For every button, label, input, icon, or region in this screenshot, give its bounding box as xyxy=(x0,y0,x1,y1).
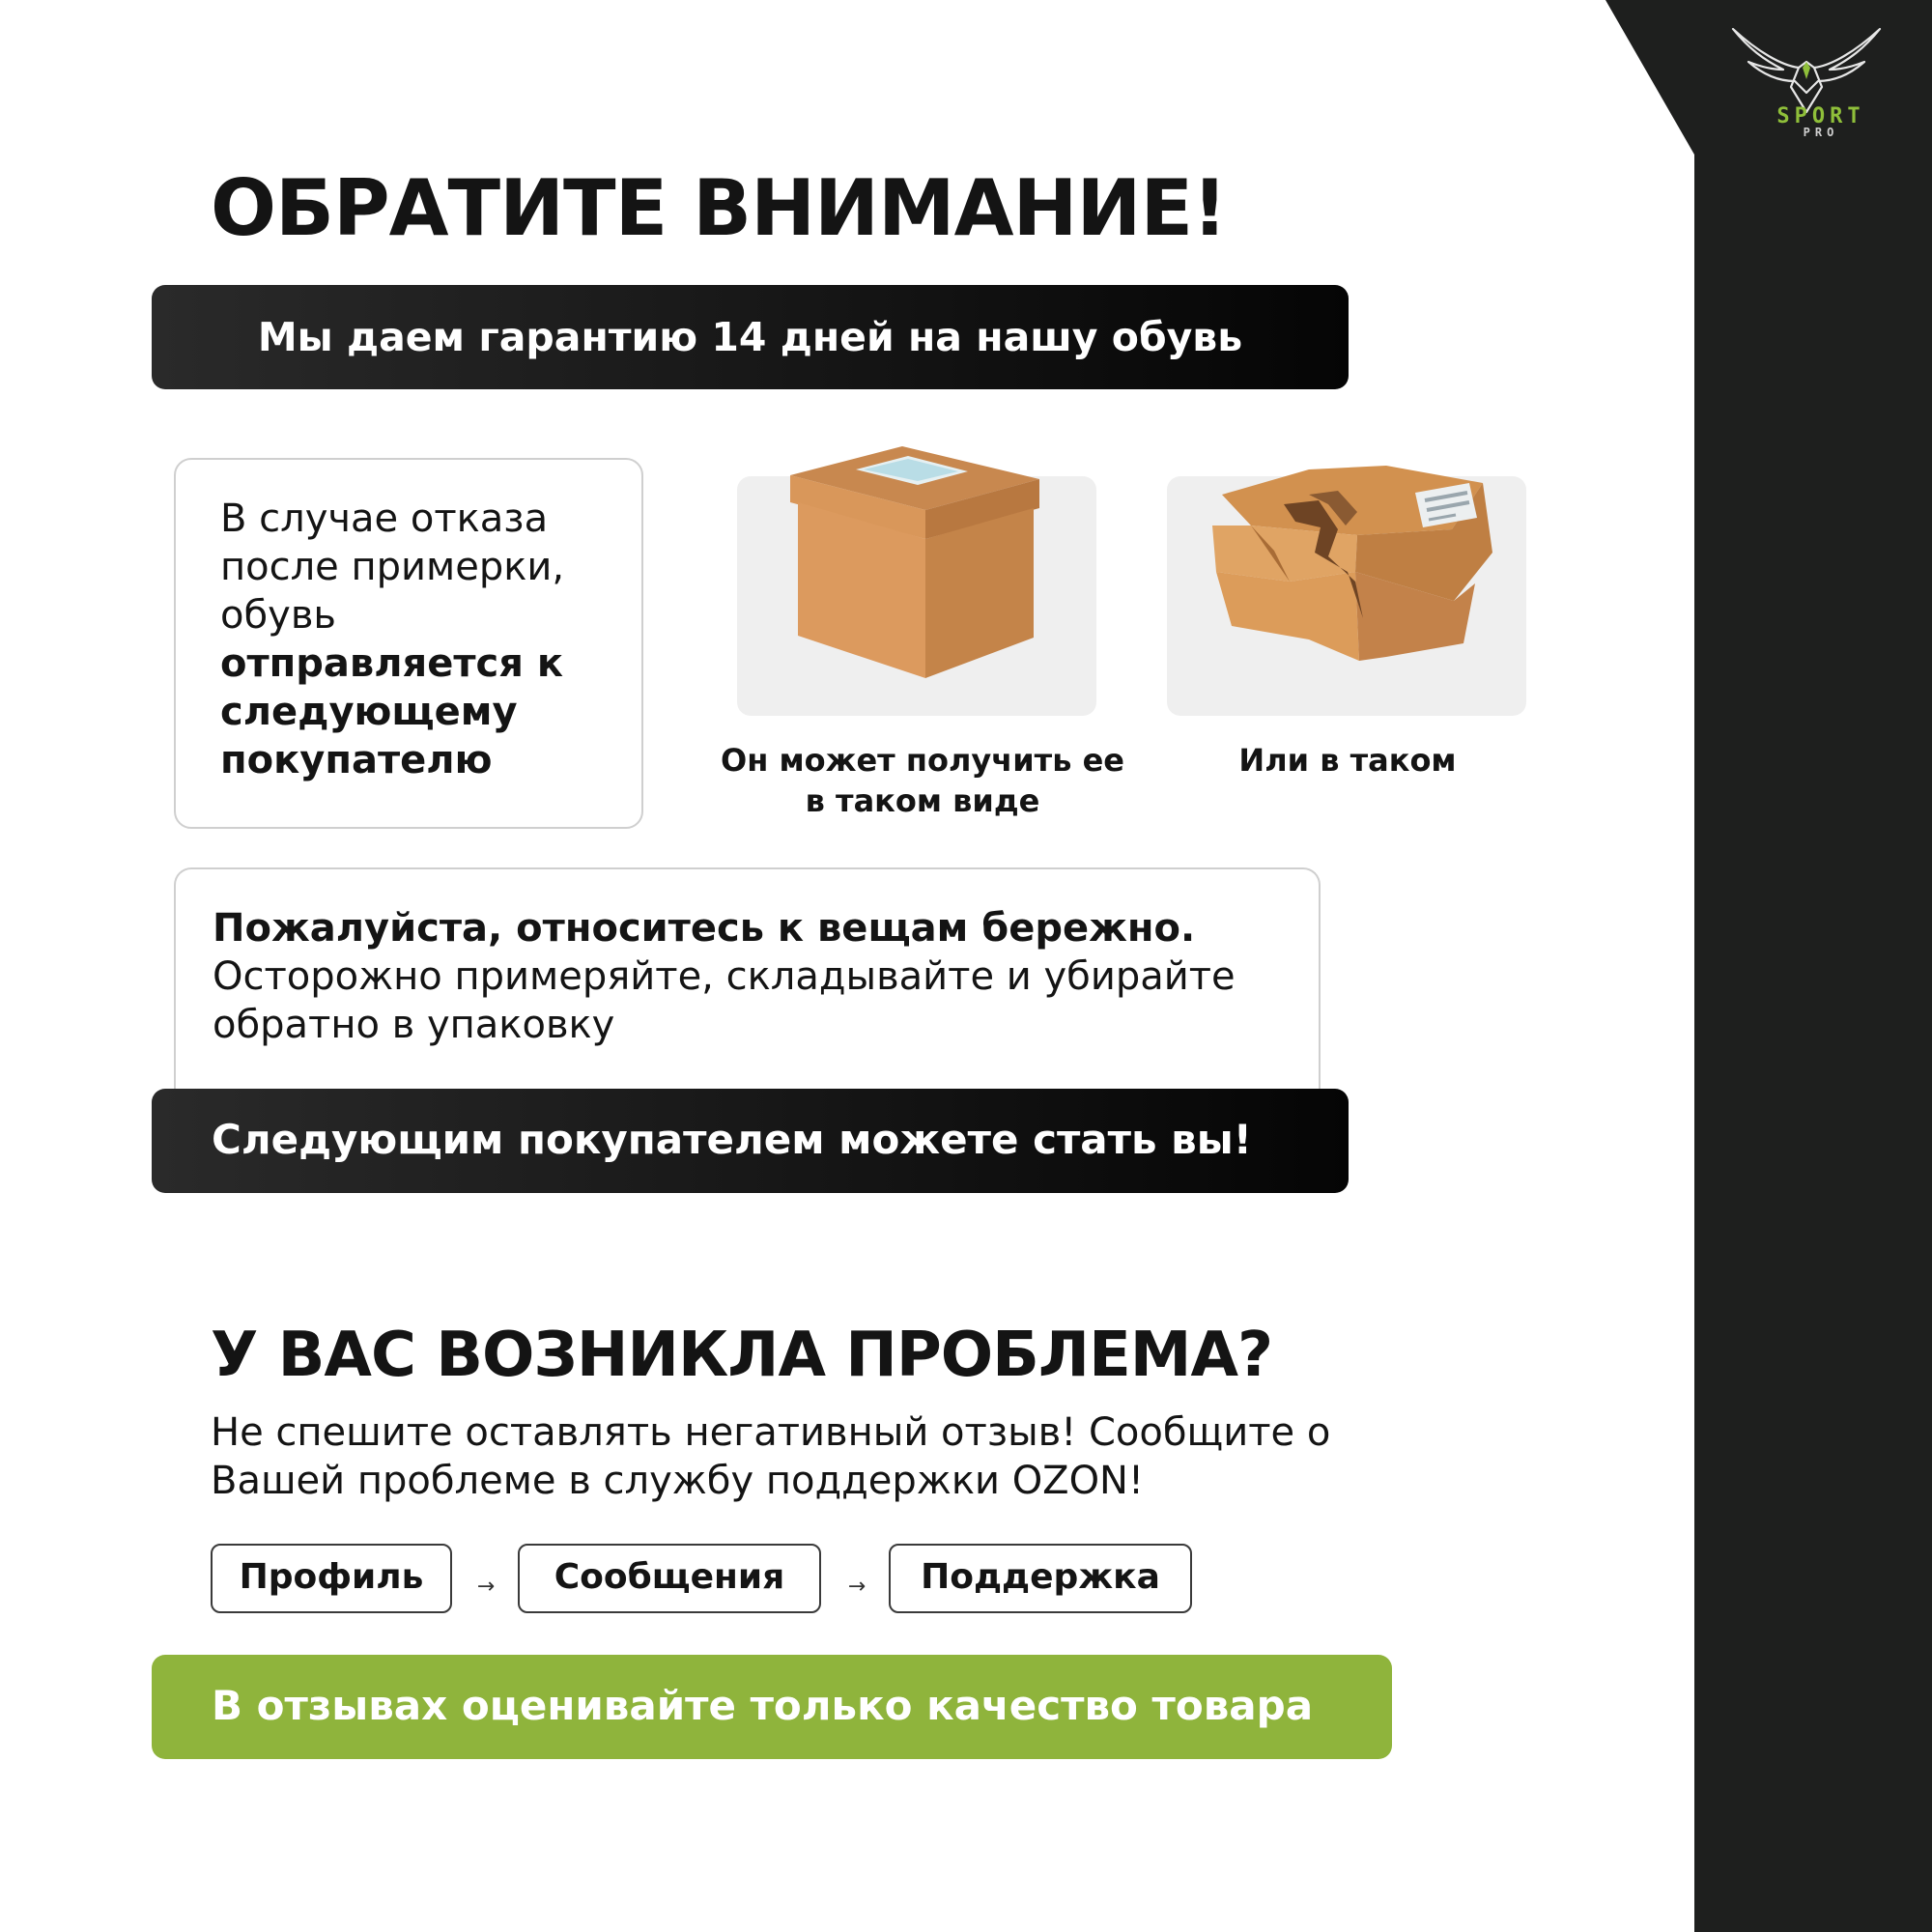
refusal-note-card xyxy=(174,458,643,829)
profile-step: Профиль xyxy=(211,1544,452,1613)
care-note-card xyxy=(174,867,1321,1109)
care-note-text xyxy=(213,904,1294,1049)
care-emphasis: Пожалуйста, относитесь к вещам бережно. xyxy=(213,906,1196,951)
refusal-emphasis: отправляется к следующему покупателю xyxy=(220,641,563,782)
arrow-right-icon: → xyxy=(847,1575,867,1599)
logo-subtitle: PRO xyxy=(1803,126,1839,139)
reviews-note-banner xyxy=(152,1655,1392,1759)
damaged-box-icon xyxy=(1193,437,1512,678)
problem-heading: У ВАС ВОЗНИКЛА ПРОБЛЕМА? xyxy=(211,1320,1273,1391)
support-step: Поддержка xyxy=(889,1544,1192,1613)
next-buyer-text: Следующим покупателем можете стать вы! xyxy=(212,1116,1252,1163)
guarantee-text: Мы даем гарантию 14 дней на нашу обувь xyxy=(257,314,1243,360)
refusal-lead: В случае отказа после примерки, обувь xyxy=(220,497,565,638)
messages-step: Сообщения xyxy=(518,1544,821,1613)
refusal-note-text xyxy=(220,495,626,784)
care-instructions: Осторожно примеряйте, складывайте и убирайте обратно в упаковку xyxy=(213,954,1236,1047)
reviews-note-text: В отзывах оценивайте только качество товара xyxy=(212,1682,1314,1729)
arrow-right-icon: → xyxy=(476,1575,496,1599)
intact-box-icon xyxy=(763,425,1072,686)
next-buyer-banner xyxy=(152,1089,1349,1193)
intact-box-caption: Он может получить ее в таком виде xyxy=(721,742,1124,819)
problem-text: Не спешите оставлять негативный отзыв! Сообщите о Вашей проблеме в службу поддержки OZON! xyxy=(211,1410,1331,1503)
damaged-box-caption: Или в таком xyxy=(1238,742,1457,779)
attention-heading: ОБРАТИТЕ ВНИМАНИЕ! xyxy=(211,163,1227,253)
guarantee-banner xyxy=(152,285,1349,389)
logo-wordmark: SPORT xyxy=(1776,104,1865,128)
